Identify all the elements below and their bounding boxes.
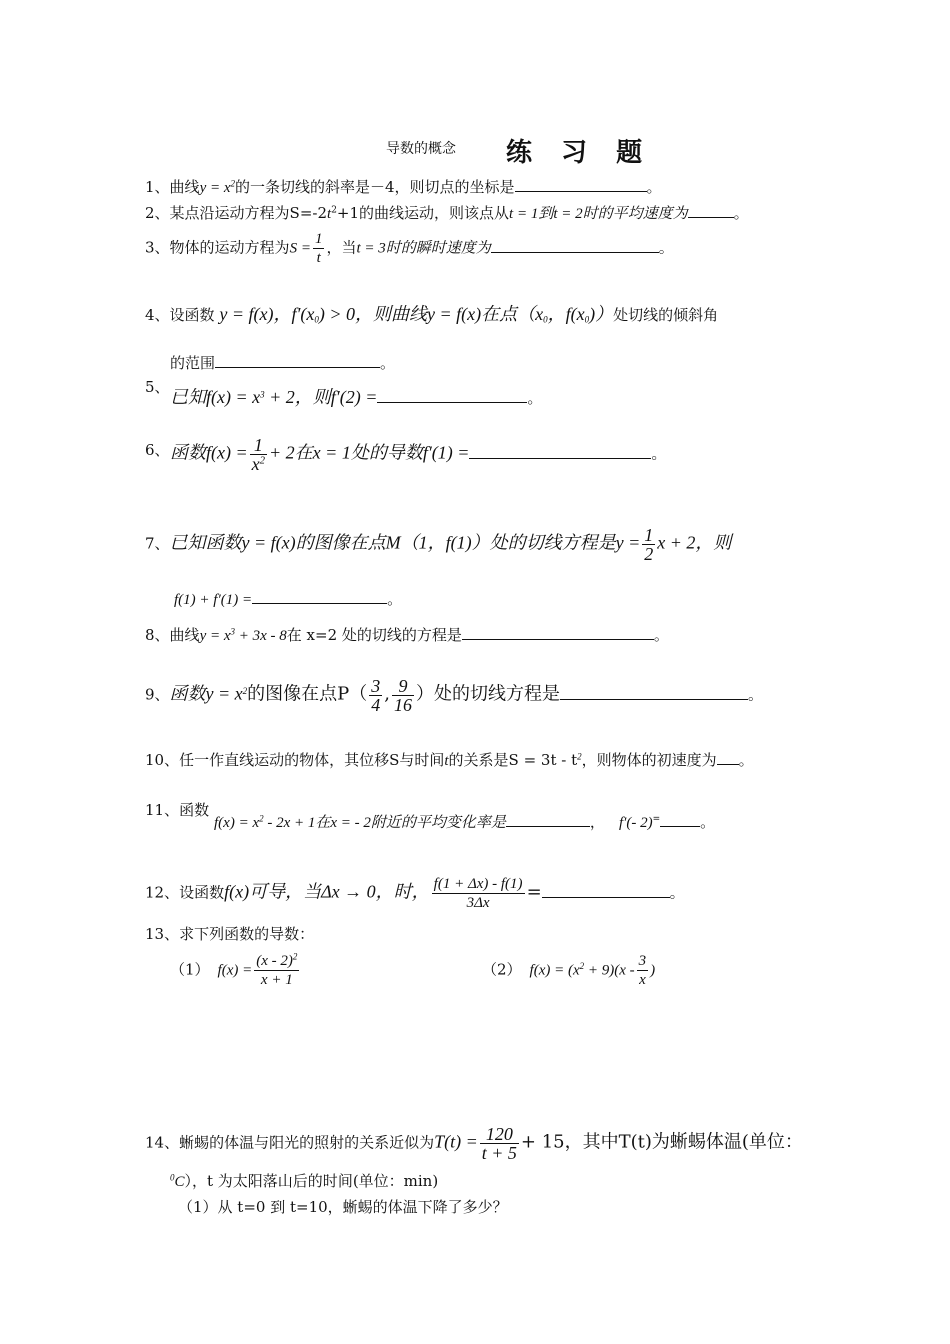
question-14-cont: $^0$C），t 为太阳落山后的时间(单位：min) [170, 1172, 439, 1190]
fraction-1-over-x2: $\frac{1}{x^2}$ [251, 435, 266, 474]
question-1: 1、曲线$y = x^2$的一条切线的斜率是－4，则切点的坐标是 。 [145, 178, 662, 196]
answer-blank-2[interactable] [688, 203, 734, 218]
answer-blank-8[interactable] [462, 625, 654, 640]
question-10: 10、任一作直线运动的物体，其位移S与时间t的关系是$S = 3t - t^2$，则物体的初速度为 。 [145, 751, 754, 769]
question-11-num: 11、函数 [145, 801, 210, 819]
question-2: 2、某点沿运动方程为$S=-2t^2+1$的曲线运动，则该点从t = 1到t = 2时的平均速度为 。 [145, 204, 749, 222]
question-5-num: 5、 [145, 378, 170, 396]
question-13-part-1: （1） f(x) = $\frac{(x - 2)^2}{x + 1}$ [170, 951, 298, 988]
worksheet-title [386, 138, 456, 158]
answer-blank-9[interactable] [560, 685, 748, 700]
worksheet-main-title [506, 132, 652, 169]
question-13-part-2: （2） $f(x) = (x^2 + 9)(x$ - $\frac{3}{x}$ ) [482, 953, 656, 988]
question-11: $f(x) = x^2 - 2x + 1$在x = - 2附近的平均变化率是 ， f′(- 2)= 。 [214, 813, 716, 831]
answer-blank-6[interactable] [469, 444, 651, 459]
question-14-part-1: （1）从 t=0 到 t=10，蜥蜴的体温下降了多少？ [178, 1198, 508, 1216]
answer-blank-1[interactable] [515, 177, 647, 192]
fraction-1-over-2: $\frac{1}{2}$ [644, 525, 654, 564]
question-4: 4、设函数 y = f(x)，$f'(x_0) > 0$，则曲线y = f(x)在点（$x_0$，$f(x_0)$）处切线的倾斜角 [145, 304, 719, 325]
answer-blank-12[interactable] [542, 883, 670, 898]
answer-blank-7[interactable] [252, 589, 387, 604]
answer-blank-5[interactable] [377, 388, 527, 403]
answer-blank-11b[interactable] [660, 812, 700, 827]
fraction-13-2: $\frac{3}{x}$ [638, 953, 647, 988]
answer-blank-11a[interactable] [506, 812, 590, 827]
fraction-1-over-t: $\frac{1}{t}$ [314, 231, 323, 266]
title-prefix: 导数的概念 [386, 141, 456, 157]
question-12: 12、设函数f(x)可导，当Δx → 0，时， $\frac{f(1 + \Delta x) - f(1)}{3\Delta x}$ = 。 [145, 876, 685, 911]
question-6-num: 6、 [145, 441, 170, 459]
question-7-cont: f(1) + f′(1) = 。 [174, 590, 403, 608]
question-6: 函数f(x) = $\frac{1}{x^2}$ + 2在x = 1处的导数f′(1) = 。 [170, 435, 667, 474]
title-main: 练 习 题 [506, 138, 653, 168]
answer-blank-10[interactable] [717, 750, 739, 765]
fraction-120-over-t5: $\frac{120}{t + 5}$ [481, 1124, 517, 1163]
question-9: 9、函数$y = x^2$的图像在点P（ $\frac{3}{4}$ , $\frac{9}{16}$ ）处的切线方程是 。 [145, 676, 764, 715]
fraction-13-1: $\frac{(x - 2)^2}{x + 1}$ [256, 951, 298, 988]
question-13: 13、求下列函数的导数： [145, 925, 315, 943]
fraction-9-over-16: $\frac{9}{16}$ [394, 676, 413, 715]
question-3: 3、物体的运动方程为S = $\frac{1}{t}$ ，当t = 3时的瞬时速度为 。 [145, 231, 674, 266]
question-4-cont: 的范围 。 [170, 354, 396, 372]
question-5: 已知$f(x) = x^3 + 2$，则f′(2) = 。 [170, 387, 543, 407]
answer-blank-3[interactable] [491, 238, 659, 253]
question-14: 14、蜥蜴的体温与阳光的照射的关系近似为T(t) = $\frac{120}{t + 5}$ + 15，其中T(t)为蜥蜴体温(单位： [145, 1124, 803, 1163]
question-7: 7、已知函数y = f(x)的图像在点M（1，f(1)）处的切线方程是y = $\frac{1}{2}$ x + 2，则 [145, 525, 732, 564]
question-8: 8、曲线$y = x^3 + 3x - 8$在 x=2 处的切线的方程是 。 [145, 626, 669, 644]
fraction-3-over-4: $\frac{3}{4}$ [371, 676, 381, 715]
answer-blank-4[interactable] [215, 353, 380, 368]
fraction-difference-quotient: $\frac{f(1 + \Delta x) - f(1)}{3\Delta x}$ [433, 876, 523, 911]
